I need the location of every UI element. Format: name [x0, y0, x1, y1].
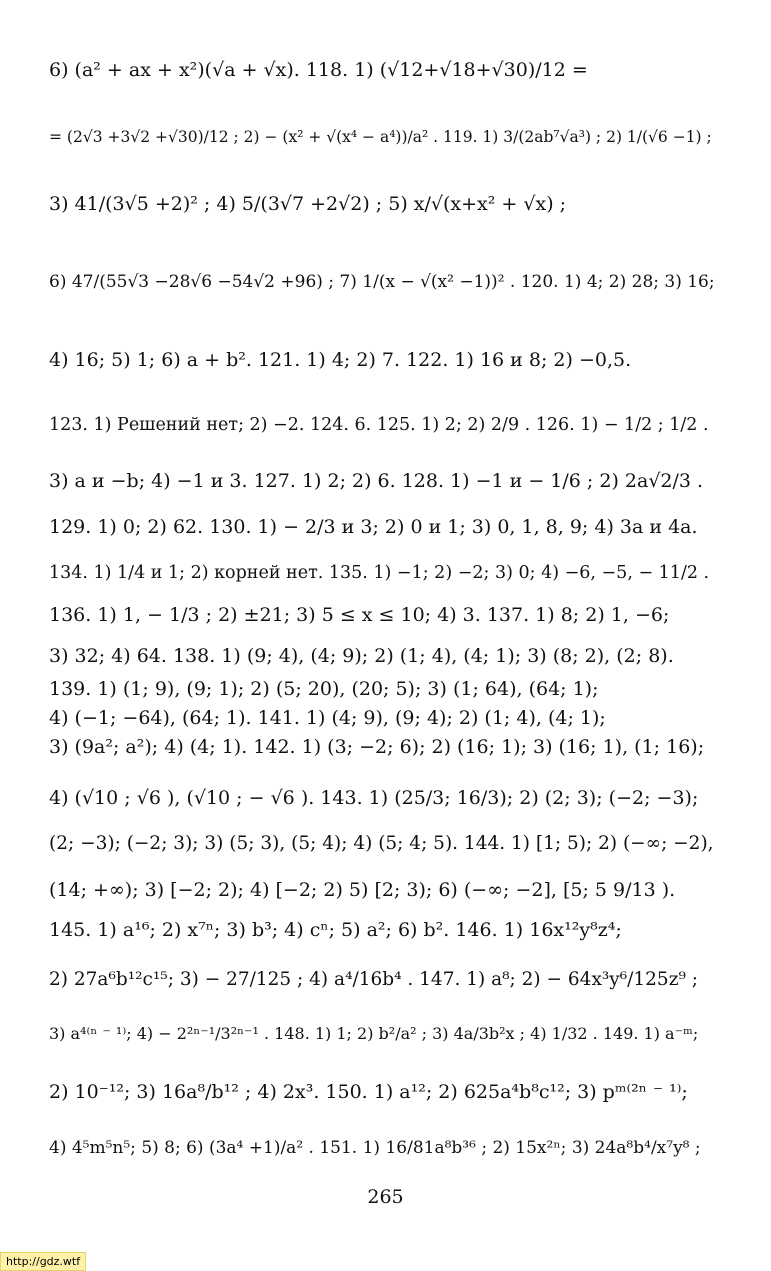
answer-line: 3) 41/(3√5 +2)² ; 4) 5/(3√7 +2√2) ; 5) x/√(x+x² + √x) ;	[49, 193, 567, 215]
answer-line: 145. 1) a¹⁶; 2) x⁷ⁿ; 3) b³; 4) cⁿ; 5) a²; 6) b². 146. 1) 16x¹²y⁸z⁴;	[49, 919, 622, 941]
answer-line: 3) 32; 4) 64. 138. 1) (9; 4), (4; 9); 2) (1; 4), (4; 1); 3) (8; 2), (2; 8).	[49, 645, 674, 667]
answer-line: 123. 1) Решений нет; 2) −2. 124. 6. 125. 1) 2; 2) 2/9 . 126. 1) − 1/2 ; 1/2 .	[49, 415, 709, 435]
answer-line: 2) 10⁻¹²; 3) 16a⁸/b¹² ; 4) 2x³. 150. 1) a¹²; 2) 625a⁴b⁸c¹²; 3) pᵐ⁽²ⁿ ⁻ ¹⁾;	[49, 1081, 688, 1103]
watermark-link[interactable]: http://gdz.wtf	[0, 1252, 86, 1271]
answer-line: (2; −3); (−2; 3); 3) (5; 3), (5; 4); 4) (5; 4; 5). 144. 1) [1; 5); 2) (−∞; −2),	[49, 833, 714, 854]
answer-line: 136. 1) 1, − 1/3 ; 2) ±21; 3) 5 ≤ x ≤ 10; 4) 3. 137. 1) 8; 2) 1, −6;	[49, 604, 670, 626]
answer-line: 4) 4⁵m⁵n⁵; 5) 8; 6) (3a⁴ +1)/a² . 151. 1) 16/81a⁸b³⁶ ; 2) 15x²ⁿ; 3) 24a⁸b⁴/x⁷y⁸ ;	[49, 1138, 701, 1158]
answer-line: 4) (−1; −64), (64; 1). 141. 1) (4; 9), (9; 4); 2) (1; 4), (4; 1);	[49, 707, 606, 729]
answer-line: 6) (a² + ax + x²)(√a + √x). 118. 1) (√12+√18+√30)/12 =	[49, 59, 588, 81]
answer-line: 129. 1) 0; 2) 62. 130. 1) − 2/3 и 3; 2) 0 и 1; 3) 0, 1, 8, 9; 4) 3a и 4a.	[49, 516, 698, 538]
answer-line: = (2√3 +3√2 +√30)/12 ; 2) − (x² + √(x⁴ − a⁴))/a² . 119. 1) 3/(2ab⁷√a³) ; 2) 1/(√6 −1) ;	[49, 128, 712, 146]
answer-line: 3) (9a²; a²); 4) (4; 1). 142. 1) (3; −2; 6); 2) (16; 1); 3) (16; 1), (1; 16);	[49, 736, 705, 758]
answer-line: (14; +∞); 3) [−2; 2); 4) [−2; 2) 5) [2; 3); 6) (−∞; −2], [5; 5 9/13 ).	[49, 879, 676, 901]
answer-line: 3) a⁴⁽ⁿ ⁻ ¹⁾; 4) − 2²ⁿ⁻¹/3²ⁿ⁻¹ . 148. 1) 1; 2) b²/a² ; 3) 4a/3b²x ; 4) 1/32 . 149. 1) a⁻ᵐ;	[49, 1024, 699, 1043]
page-number: 265	[367, 1186, 404, 1208]
answer-line: 4) (√10 ; √6 ), (√10 ; − √6 ). 143. 1) (25/3; 16/3); 2) (2; 3); (−2; −3);	[49, 787, 699, 809]
answer-line: 3) a и −b; 4) −1 и 3. 127. 1) 2; 2) 6. 128. 1) −1 и − 1/6 ; 2) 2a√2/3 .	[49, 470, 704, 492]
answer-line: 139. 1) (1; 9), (9; 1); 2) (5; 20), (20; 5); 3) (1; 64), (64; 1);	[49, 678, 599, 700]
answer-line: 2) 27a⁶b¹²c¹⁵; 3) − 27/125 ; 4) a⁴/16b⁴ . 147. 1) a⁸; 2) − 64x³y⁶/125z⁹ ;	[49, 969, 698, 990]
answer-line: 134. 1) 1/4 и 1; 2) корней нет. 135. 1) −1; 2) −2; 3) 0; 4) −6, −5, − 11/2 .	[49, 563, 710, 583]
answer-line: 6) 47/(55√3 −28√6 −54√2 +96) ; 7) 1/(x − √(x² −1))² . 120. 1) 4; 2) 28; 3) 16;	[49, 272, 715, 292]
answer-line: 4) 16; 5) 1; 6) a + b². 121. 1) 4; 2) 7. 122. 1) 16 и 8; 2) −0,5.	[49, 349, 632, 371]
